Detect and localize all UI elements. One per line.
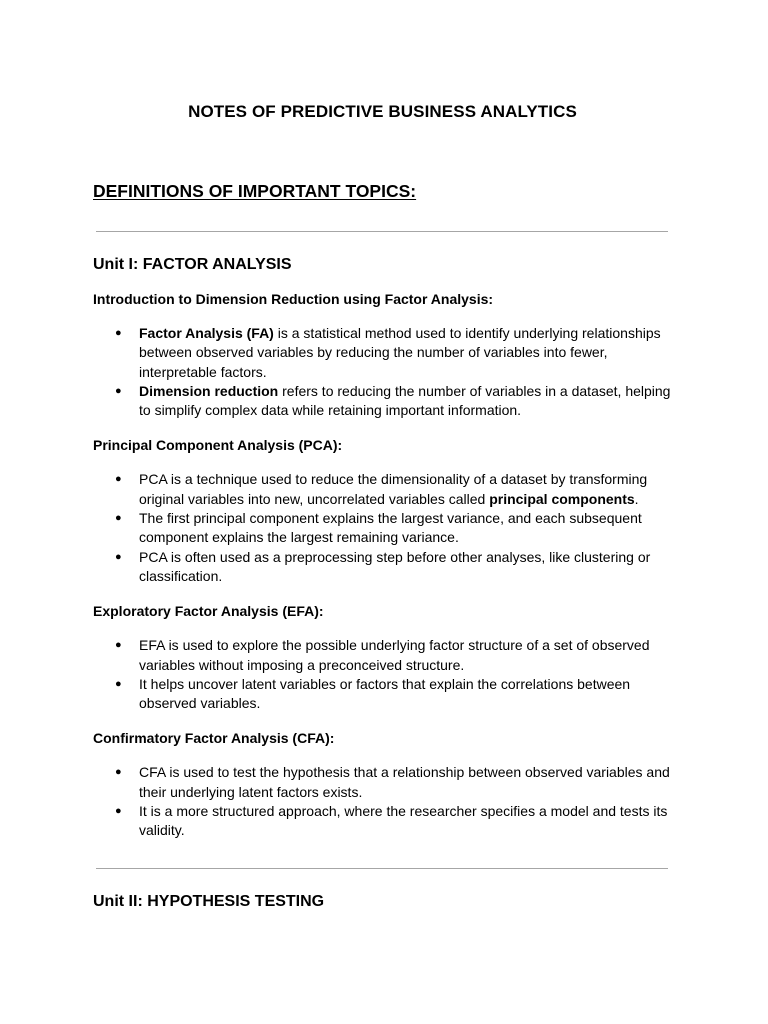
definition-text: refers to reducing the number of variables in a dataset, helping to simplify complex data while retaining important information. — [139, 382, 671, 419]
definitions-heading: DEFINITIONS OF IMPORTANT TOPICS: — [93, 181, 417, 201]
list-item — [93, 675, 672, 714]
bullet-icon: ● — [115, 639, 122, 652]
definition-text: PCA is a technique used to reduce the dimensionality of a dataset by transforming original variables into new, uncorrelated variables called — [139, 471, 648, 507]
term: Factor Analysis (FA) — [139, 325, 274, 341]
term: principal components — [489, 490, 635, 507]
section-heading: Introduction to Dimension Reduction using Factor Analysis: — [93, 291, 494, 307]
section-heading: Exploratory Factor Analysis (EFA): — [93, 603, 324, 620]
list-item — [93, 470, 672, 509]
bullet-icon: ● — [115, 550, 122, 563]
bullet-list — [93, 636, 672, 713]
definition-text: It helps uncover latent variables or factors that explain the correlations between observed variables. — [139, 675, 631, 712]
definition-text: The first principal component explains the largest variance, and each subsequent component explains the largest remaining variance. — [139, 510, 642, 546]
list-item — [93, 636, 672, 675]
bullet-icon: ● — [115, 473, 122, 486]
definition-text: is a statistical method used to identify underlying relationships between observed variables by reducing the number of variables into fewer, interpretable factors. — [139, 325, 661, 380]
definition-text: It is a more structured approach, where the researcher specifies a model and tests its validity. — [139, 803, 668, 839]
bullet-icon: ● — [115, 677, 122, 690]
section-pca — [93, 420, 672, 586]
bullet-list — [93, 763, 672, 840]
bullet-icon: ● — [115, 384, 122, 397]
bullet-icon: ● — [115, 327, 122, 339]
list-item — [93, 802, 672, 841]
document-title: NOTES OF PREDICTIVE BUSINESS ANALYTICS — [188, 102, 577, 121]
section-heading: Principal Component Analysis (PCA): — [93, 437, 343, 454]
section-dimension-reduction — [93, 275, 672, 420]
list-item — [93, 509, 672, 548]
list-item — [93, 763, 672, 802]
list-item — [93, 324, 672, 382]
definition-text: PCA is often used as a preprocessing step before other analyses, like clustering or classification. — [139, 548, 651, 584]
bullet-icon: ● — [115, 805, 122, 818]
unit-2-heading: Unit II: HYPOTHESIS TESTING — [93, 892, 325, 910]
bullet-list — [93, 470, 672, 586]
definition-text: CFA is used to test the hypothesis that a relationship between observed variables and their underlying latent factors exists. — [139, 764, 670, 800]
section-heading: Confirmatory Factor Analysis (CFA): — [93, 730, 335, 747]
bullet-list — [93, 324, 672, 420]
list-item — [93, 382, 672, 421]
section-efa — [93, 586, 672, 713]
unit-1-heading: Unit I: FACTOR ANALYSIS — [93, 256, 292, 273]
section-cfa — [93, 713, 672, 840]
bullet-icon: ● — [115, 512, 122, 525]
list-item — [93, 548, 672, 587]
definition-text: . — [634, 490, 639, 507]
term: Dimension reduction — [139, 382, 279, 399]
bullet-icon: ● — [115, 766, 122, 779]
definition-text: EFA is used to explore the possible underlying factor structure of a set of observed variables without imposing a preconceived structure. — [139, 637, 650, 673]
